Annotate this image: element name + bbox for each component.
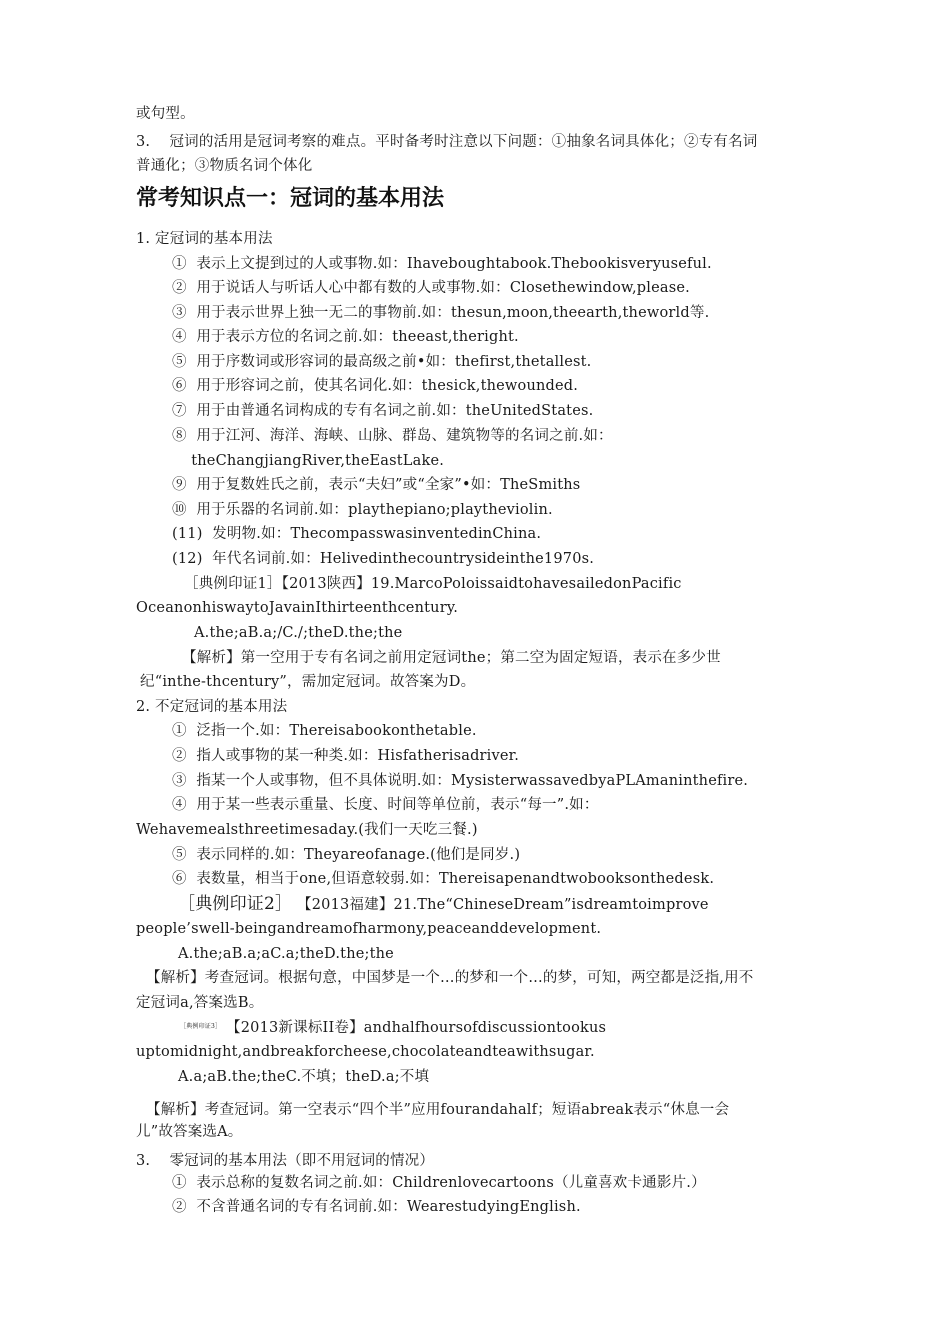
example-3-line-2: uptomidnight,andbreakforcheese,chocolateandteawithsugar. (136, 1044, 595, 1060)
example-2-analysis-1: 【解析】考查冠词。根据句意，中国梦是一个…的梦和一个…的梦，可知，两空都是泛指,用不 (146, 970, 754, 986)
list-item: ① 表示总称的复数名词之前.如：Childrenlovecartoons（儿童喜欢卡通影片.） (172, 1175, 706, 1191)
example-1-options: A.the;aB.a;/C./;theD.the;the (194, 625, 403, 641)
example-2-options: A.the;aB.a;aC.a;theD.the;the (178, 946, 394, 962)
list-item: ① 表示上文提到过的人或事物.如：Ihaveboughtabook.Thebookisveryuseful. (172, 256, 712, 272)
example-2-tag: ［典例印证2］ (178, 894, 293, 914)
example-3-tag: ［典例印证3］ (180, 1023, 222, 1030)
list-item: ④ 用于某一些表示重量、长度、时间等单位前，表示“每一”.如： (172, 797, 599, 813)
example-3-line-1 (180, 1017, 606, 1038)
section-1-title: 1. 定冠词的基本用法 (136, 231, 273, 247)
list-item: (11) 发明物.如：ThecompasswasinventedinChina. (172, 526, 542, 542)
example-1-line-1: ［典例印证1］【2013陕西】19.MarcoPoloissaidtohavesailedonPacific (184, 576, 682, 592)
list-item: ⑧ 用于江河、海洋、海峡、山脉、群岛、建筑物等的名词之前.如： (172, 428, 613, 444)
example-3-text: 【2013新课标II卷】andhalfhoursofdiscussiontookus (226, 1020, 607, 1036)
list-item: (12) 年代名词前.如：Helivedinthecountrysideinthe1970s. (172, 551, 595, 567)
list-item: ⑥ 用于形容词之前，使其名词化.如：thesick,thewounded. (172, 378, 579, 394)
example-2-line-1 (178, 894, 709, 915)
list-item: ⑥ 表数量，相当于one,但语意较弱.如：Thereisapenandtwobooksonthedesk. (172, 871, 715, 887)
example-3-analysis-2: 儿”故答案选A。 (136, 1124, 243, 1140)
list-item: ④ 用于表示方位的名词之前.如：theeast,theright. (172, 329, 519, 345)
list-item: ⑤ 表示同样的.如：Theyareofanage.(他们是同岁.) (172, 847, 521, 863)
list-item: ⑤ 用于序数词或形容词的最高级之前•如：thefirst,thetallest. (172, 354, 592, 370)
list-item: ① 泛指一个.如：Thereisabookonthetable. (172, 723, 477, 739)
list-item: ② 指人或事物的某一种类.如：Hisfatherisadriver. (172, 748, 520, 764)
example-1-analysis-2: 纪“inthe-thcentury”，需加定冠词。故答案为D。 (140, 674, 476, 690)
intro-line-2: 3. 冠词的活用是冠词考察的难点。平时备考时注意以下问题：①抽象名词具体化；②专有名词 (136, 134, 758, 150)
example-2-text: 【2013福建】21.The“ChineseDream”isdreamtoimprove (297, 897, 709, 913)
intro-line-3: 普通化；③物质名词个体化 (136, 158, 313, 174)
list-item-continuation: Wehavemealsthreetimesaday.(我们一天吃三餐.) (136, 822, 478, 838)
example-2-analysis-2: 定冠词a,答案选B。 (136, 995, 264, 1011)
list-item: ⑨ 用于复数姓氏之前，表示“夫妇”或“全家”•如：TheSmiths (172, 477, 581, 493)
example-1-line-2: OceanonhiswaytoJavainIthirteenthcentury. (136, 600, 459, 616)
list-item: ⑦ 用于由普通名词构成的专有名词之前.如：theUnitedStates. (172, 403, 594, 419)
section-2-title: 2. 不定冠词的基本用法 (136, 699, 288, 715)
list-item: ② 不含普通名词的专有名词前.如：WearestudyingEnglish. (172, 1199, 581, 1215)
list-item-continuation: theChangjiangRiver,theEastLake. (172, 453, 445, 469)
section-3-title: 3. 零冠词的基本用法（即不用冠词的情况） (136, 1153, 435, 1169)
list-item: ② 用于说话人与听话人心中都有数的人或事物.如：Closethewindow,please. (172, 280, 690, 296)
example-2-line-2: people’swell-beingandreamofharmony,peaceanddevelopment. (136, 921, 602, 937)
list-item: ⑩ 用于乐器的名词前.如：playthepiano;playtheviolin. (172, 502, 553, 518)
list-item: ③ 用于表示世界上独一无二的事物前.如：thesun,moon,theearth,theworld等. (172, 305, 710, 321)
list-item: ③ 指某一个人或事物，但不具体说明.如：MysisterwassavedbyaPLAmaninthefire. (172, 773, 749, 789)
intro-line-1: 或句型。 (136, 106, 195, 122)
example-1-analysis-1: 【解析】第一空用于专有名词之前用定冠词the；第二空为固定短语，表示在多少世 (182, 650, 721, 666)
example-3-analysis-1: 【解析】考查冠词。第一空表示“四个半”应用fourandahalf；短语abreak表示“休息一会 (146, 1102, 730, 1118)
example-3-options: A.a;aB.the;theC.不填；theD.a;不填 (178, 1069, 430, 1085)
section-heading: 常考知识点一：冠词的基本用法 (136, 186, 445, 211)
